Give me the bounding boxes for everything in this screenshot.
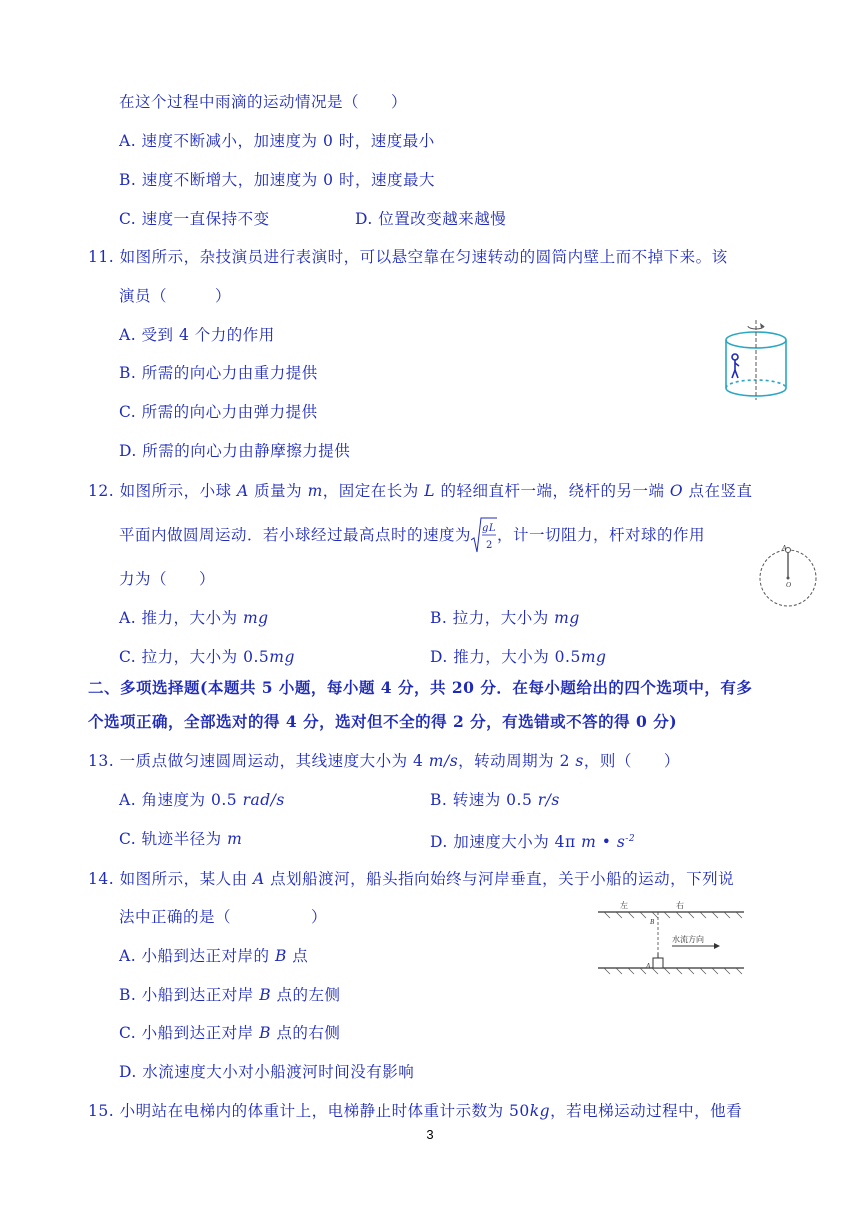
q10-option-a: A. 速度不断减小，加速度为 0 时，速度最小 xyxy=(119,132,435,150)
q12-option-a: A. 推力，大小为 mg xyxy=(119,609,269,627)
q12-stem-line1: 12. 如图所示，小球 A 质量为 m，固定在长为 L 的轻细直杆一端，绕杆的另一端 O 点在竖直 xyxy=(88,482,753,500)
section2-header-line1: 二、多项选择题(本题共 5 小题，每小题 4 分，共 20 分．在每小题给出的四个选项中，有多 xyxy=(88,678,753,697)
q10-option-c: C. 速度一直保持不变 xyxy=(119,210,270,228)
q13-option-c: C. 轨迹半径为 m xyxy=(119,830,243,848)
sqrt-formula: gL 2 xyxy=(471,526,497,546)
section2-header-line2: 个选项正确，全部选对的得 4 分，选对但不全的得 2 分，有选错或不答的得 0 分) xyxy=(88,712,678,731)
page-number: 3 xyxy=(426,1127,434,1142)
q11-option-a: A. 受到 4 个力的作用 xyxy=(119,326,275,344)
q13-option-d: D. 加速度大小为 4π m • $s^{-2}$ xyxy=(430,833,636,852)
q13-option-a: A. 角速度为 0.5 rad/s xyxy=(119,791,285,809)
q14-stem-line1: 14. 如图所示，某人由 A 点划船渡河，船头指向始终与河岸垂直，关于小船的运动，下列说 xyxy=(88,870,735,888)
q12-circle-figure xyxy=(752,540,822,608)
q14-option-c: C. 小船到达正对岸 B 点的右侧 xyxy=(119,1024,341,1042)
q11-option-d: D. 所需的向心力由静摩擦力提供 xyxy=(119,442,351,460)
q12-option-c: C. 拉力，大小为 0.5mg xyxy=(119,648,295,666)
q12-option-b: B. 拉力，大小为 mg xyxy=(430,609,580,627)
q11-option-b: B. 所需的向心力由重力提供 xyxy=(119,364,318,382)
q14-fig-label-a: A xyxy=(646,962,651,970)
q11-option-c: C. 所需的向心力由弹力提供 xyxy=(119,403,318,421)
q10-stem: 在这个过程中雨滴的运动情况是（ ） xyxy=(119,93,408,111)
q12-option-d: D. 推力，大小为 0.5mg xyxy=(430,648,607,666)
q14-fig-label-flow: 水流方向 xyxy=(672,935,704,944)
q15-stem-line1: 15. 小明站在电梯内的体重计上，电梯静止时体重计示数为 50kg，若电梯运动过程中，他看 xyxy=(88,1102,743,1120)
q14-river-figure xyxy=(596,898,746,976)
q10-option-b: B. 速度不断增大，加速度为 0 时，速度最大 xyxy=(119,171,435,189)
q14-fig-label-b: B xyxy=(650,918,655,926)
q13-stem: 13. 一质点做匀速圆周运动，其线速度大小为 4 m/s，转动周期为 2 s，则（ ） xyxy=(88,752,680,770)
q12-stem-line2: 平面内做圆周运动．若小球经过最高点时的速度为 gL 2 ，计一切阻力，杆对球的作用 xyxy=(119,525,705,546)
q10-option-d: D. 位置改变越来越慢 xyxy=(355,210,507,228)
q14-option-b: B. 小船到达正对岸 B 点的左侧 xyxy=(119,986,341,1004)
q11-stem-line2: 演员（ ） xyxy=(119,287,232,305)
q12-fig-label-o: O xyxy=(786,581,792,589)
q11-cylinder-figure xyxy=(722,318,794,402)
q13-option-b: B. 转速为 0.5 r/s xyxy=(430,791,560,809)
q12-fig-label-a: A xyxy=(782,544,787,552)
q14-stem-line2: 法中正确的是（ ） xyxy=(119,908,328,926)
q14-fig-label-left: 左 xyxy=(620,901,628,910)
q11-stem-line1: 11. 如图所示，杂技演员进行表演时，可以悬空靠在匀速转动的圆筒内壁上而不掉下来。该 xyxy=(88,248,728,266)
q12-stem-line3: 力为（ ） xyxy=(119,570,216,588)
q14-fig-label-right: 右 xyxy=(676,901,684,910)
q14-option-d: D. 水流速度大小对小船渡河时间没有影响 xyxy=(119,1063,415,1081)
q14-option-a: A. 小船到达正对岸的 B 点 xyxy=(119,947,309,965)
